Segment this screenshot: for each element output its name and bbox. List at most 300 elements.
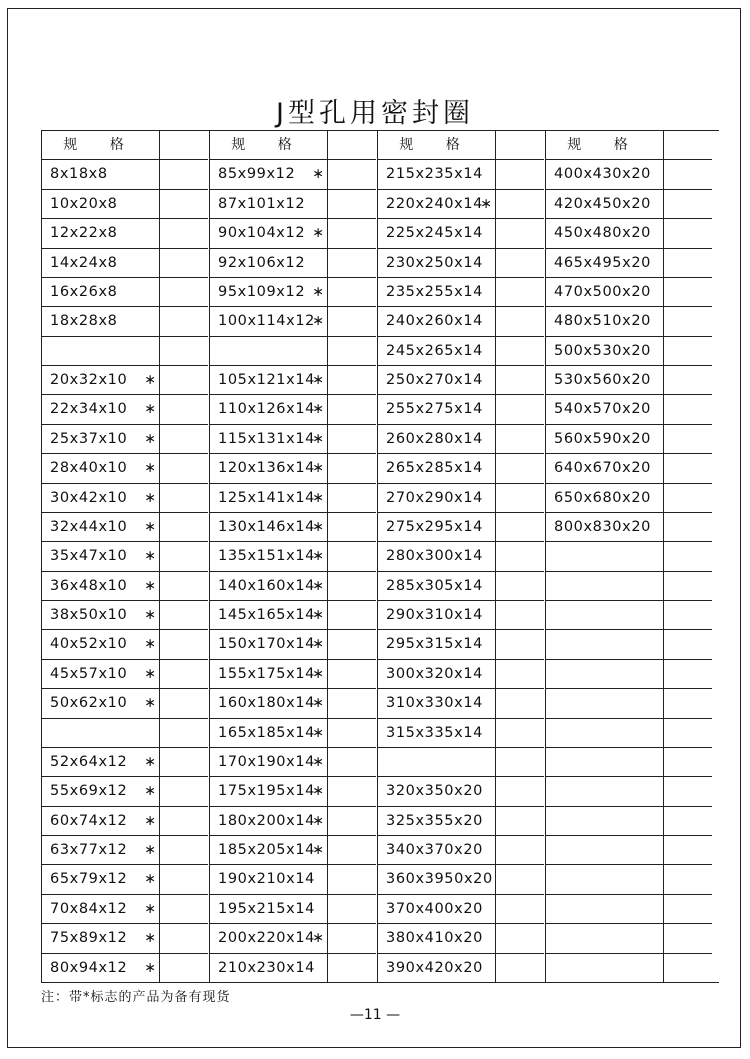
blank-cell	[496, 307, 544, 336]
spec-text: 400x430x20	[554, 166, 651, 183]
in-stock-star-icon: ∗	[144, 930, 156, 947]
blank-cell	[496, 572, 544, 601]
spec-text: 170x190x14	[218, 753, 315, 770]
in-stock-star-icon: ∗	[312, 665, 324, 682]
spec-cell	[42, 865, 159, 894]
blank-cell	[496, 748, 544, 777]
spec-text: 125x141x14	[218, 489, 315, 506]
spec-text: 38x50x10	[50, 607, 128, 624]
spec-text: 16x26x8	[50, 283, 118, 300]
blank-cell	[496, 131, 544, 160]
blank-cell	[160, 807, 208, 836]
spec-cell	[546, 190, 663, 219]
spec-text: 22x34x10	[50, 401, 128, 418]
in-stock-star-icon: ∗	[144, 871, 156, 888]
in-stock-star-icon: ∗	[144, 372, 156, 389]
in-stock-star-icon: ∗	[312, 724, 324, 741]
spec-cell	[378, 660, 495, 689]
in-stock-star-icon: ∗	[312, 930, 324, 947]
empty-cell	[546, 542, 663, 571]
page-number: —11 —	[349, 1007, 401, 1023]
spec-cell	[42, 660, 159, 689]
spec-cell	[42, 572, 159, 601]
spec-text: 340x370x20	[386, 842, 483, 859]
spec-cell	[210, 807, 327, 836]
spec-text: 75x89x12	[50, 930, 128, 947]
blank-column	[496, 131, 544, 983]
spec-text: 80x94x12	[50, 959, 128, 976]
spec-column-group	[545, 131, 712, 983]
blank-cell	[664, 572, 712, 601]
spec-text: 90x104x12	[218, 225, 306, 242]
blank-cell	[160, 337, 208, 366]
blank-cell	[496, 924, 544, 953]
blank-cell	[496, 484, 544, 513]
in-stock-star-icon: ∗	[144, 636, 156, 653]
spec-cell	[378, 454, 495, 483]
blank-cell	[496, 836, 544, 865]
blank-cell	[328, 954, 376, 983]
spec-text: 270x290x14	[386, 489, 483, 506]
blank-cell	[664, 513, 712, 542]
spec-cell	[378, 719, 495, 748]
spec-text: 190x210x14	[218, 871, 315, 888]
spec-cell	[210, 777, 327, 806]
blank-cell	[160, 219, 208, 248]
blank-cell	[328, 748, 376, 777]
blank-cell	[160, 131, 208, 160]
spec-cell	[42, 748, 159, 777]
in-stock-star-icon: ∗	[312, 607, 324, 624]
in-stock-star-icon: ∗	[144, 959, 156, 976]
blank-cell	[664, 160, 712, 189]
blank-cell	[328, 425, 376, 454]
spec-column	[377, 131, 496, 983]
blank-cell	[328, 513, 376, 542]
blank-cell	[328, 630, 376, 659]
spec-cell	[378, 395, 495, 424]
spec-text: 36x48x10	[50, 577, 128, 594]
blank-column	[664, 131, 712, 983]
spec-text: 650x680x20	[554, 489, 651, 506]
spec-text: 180x200x14	[218, 812, 315, 829]
empty-cell	[546, 660, 663, 689]
spec-text: 135x151x14	[218, 548, 315, 565]
in-stock-star-icon: ∗	[312, 695, 324, 712]
spec-cell	[546, 307, 663, 336]
spec-text: 290x310x14	[386, 607, 483, 624]
spec-text: 52x64x12	[50, 753, 128, 770]
empty-cell	[42, 719, 159, 748]
spec-cell	[210, 249, 327, 278]
spec-text: 63x77x12	[50, 842, 128, 859]
spec-cell	[546, 366, 663, 395]
spec-text: 10x20x8	[50, 195, 118, 212]
blank-cell	[160, 307, 208, 336]
empty-cell	[546, 924, 663, 953]
spec-text: 360x3950x20	[386, 871, 493, 888]
empty-cell	[546, 601, 663, 630]
blank-cell	[328, 924, 376, 953]
spec-text: 12x22x8	[50, 225, 118, 242]
spec-text: 55x69x12	[50, 783, 128, 800]
spec-text: 250x270x14	[386, 372, 483, 389]
spec-text: 92x106x12	[218, 254, 306, 271]
spec-cell	[378, 836, 495, 865]
blank-cell	[328, 366, 376, 395]
spec-text: 50x62x10	[50, 695, 128, 712]
column-header: 规 格	[42, 131, 159, 160]
page-title: J型孔用密封圈	[276, 98, 474, 129]
in-stock-star-icon: ∗	[312, 283, 324, 300]
blank-cell	[496, 630, 544, 659]
blank-cell	[496, 190, 544, 219]
spec-text: 120x136x14	[218, 460, 315, 477]
blank-cell	[328, 307, 376, 336]
spec-text: 200x220x14	[218, 930, 315, 947]
blank-cell	[664, 748, 712, 777]
blank-cell	[496, 395, 544, 424]
blank-cell	[328, 895, 376, 924]
spec-text: 380x410x20	[386, 930, 483, 947]
spec-text: 640x670x20	[554, 460, 651, 477]
blank-column	[160, 131, 208, 983]
spec-cell	[210, 865, 327, 894]
spec-text: 30x42x10	[50, 489, 128, 506]
blank-cell	[664, 395, 712, 424]
spec-text: 245x265x14	[386, 342, 483, 359]
blank-cell	[160, 454, 208, 483]
spec-cell	[378, 924, 495, 953]
blank-cell	[664, 278, 712, 307]
spec-cell	[210, 425, 327, 454]
spec-text: 87x101x12	[218, 195, 306, 212]
in-stock-star-icon: ∗	[312, 489, 324, 506]
blank-cell	[664, 895, 712, 924]
blank-cell	[496, 366, 544, 395]
blank-cell	[496, 719, 544, 748]
spec-text: 155x175x14	[218, 665, 315, 682]
blank-cell	[160, 954, 208, 983]
blank-column	[328, 131, 376, 983]
page-frame	[7, 8, 741, 1048]
blank-cell	[496, 542, 544, 571]
spec-text: 145x165x14	[218, 607, 315, 624]
spec-cell	[42, 366, 159, 395]
spec-cell	[42, 954, 159, 983]
blank-cell	[328, 689, 376, 718]
spec-cell	[210, 395, 327, 424]
spec-text: 235x255x14	[386, 283, 483, 300]
empty-cell	[210, 337, 327, 366]
blank-cell	[328, 572, 376, 601]
empty-cell	[546, 895, 663, 924]
column-header: 规 格	[210, 131, 327, 160]
spec-cell	[42, 924, 159, 953]
spec-cell	[378, 484, 495, 513]
spec-cell	[42, 190, 159, 219]
blank-cell	[160, 865, 208, 894]
in-stock-star-icon: ∗	[312, 372, 324, 389]
spec-cell	[378, 601, 495, 630]
spec-text: 14x24x8	[50, 254, 118, 271]
spec-cell	[546, 337, 663, 366]
blank-cell	[160, 748, 208, 777]
spec-text: 25x37x10	[50, 430, 128, 447]
in-stock-star-icon: ∗	[144, 665, 156, 682]
spec-cell	[42, 513, 159, 542]
in-stock-star-icon: ∗	[144, 518, 156, 535]
blank-cell	[664, 454, 712, 483]
in-stock-star-icon: ∗	[312, 812, 324, 829]
blank-cell	[160, 719, 208, 748]
spec-text: 175x195x14	[218, 783, 315, 800]
blank-cell	[328, 160, 376, 189]
in-stock-star-icon: ∗	[312, 518, 324, 535]
blank-cell	[328, 190, 376, 219]
spec-cell	[210, 190, 327, 219]
spec-text: 165x185x14	[218, 724, 315, 741]
spec-text: 420x450x20	[554, 195, 651, 212]
spec-text: 210x230x14	[218, 959, 315, 976]
spec-text: 220x240x14	[386, 195, 483, 212]
column-header: 规 格	[378, 131, 495, 160]
spec-cell	[378, 954, 495, 983]
spec-cell	[42, 630, 159, 659]
spec-cell	[42, 542, 159, 571]
in-stock-star-icon: ∗	[144, 607, 156, 624]
spec-cell	[546, 219, 663, 248]
spec-text: 540x570x20	[554, 401, 651, 418]
blank-cell	[328, 660, 376, 689]
blank-cell	[328, 131, 376, 160]
spec-text: 265x285x14	[386, 460, 483, 477]
spec-cell	[210, 924, 327, 953]
empty-cell	[546, 836, 663, 865]
spec-text: 370x400x20	[386, 900, 483, 917]
spec-cell	[546, 160, 663, 189]
spec-cell	[378, 337, 495, 366]
blank-cell	[328, 278, 376, 307]
blank-cell	[664, 865, 712, 894]
spec-text: 255x275x14	[386, 401, 483, 418]
spec-cell	[210, 689, 327, 718]
blank-cell	[328, 249, 376, 278]
blank-cell	[328, 484, 376, 513]
spec-cell	[210, 601, 327, 630]
spec-cell	[378, 895, 495, 924]
blank-cell	[664, 337, 712, 366]
blank-cell	[496, 660, 544, 689]
spec-cell	[42, 219, 159, 248]
blank-cell	[664, 190, 712, 219]
blank-cell	[160, 601, 208, 630]
blank-cell	[160, 660, 208, 689]
blank-cell	[328, 395, 376, 424]
spec-text: 160x180x14	[218, 695, 315, 712]
in-stock-star-icon: ∗	[144, 842, 156, 859]
empty-cell	[42, 337, 159, 366]
spec-text: 310x330x14	[386, 695, 483, 712]
spec-text: 8x18x8	[50, 166, 108, 183]
blank-cell	[664, 484, 712, 513]
spec-column	[209, 131, 328, 983]
blank-cell	[160, 777, 208, 806]
blank-cell	[160, 395, 208, 424]
blank-cell	[664, 719, 712, 748]
blank-cell	[496, 219, 544, 248]
in-stock-star-icon: ∗	[312, 783, 324, 800]
spec-text: 110x126x14	[218, 401, 315, 418]
spec-cell	[42, 807, 159, 836]
spec-text: 465x495x20	[554, 254, 651, 271]
empty-cell	[546, 572, 663, 601]
spec-text: 40x52x10	[50, 636, 128, 653]
spec-cell	[210, 219, 327, 248]
spec-cell	[378, 777, 495, 806]
blank-cell	[160, 689, 208, 718]
spec-cell	[210, 954, 327, 983]
spec-cell	[378, 572, 495, 601]
blank-cell	[328, 219, 376, 248]
blank-cell	[496, 777, 544, 806]
spec-text: 140x160x14	[218, 577, 315, 594]
spec-table	[41, 130, 719, 983]
spec-cell	[546, 249, 663, 278]
blank-cell	[496, 954, 544, 983]
spec-cell	[210, 542, 327, 571]
blank-cell	[328, 807, 376, 836]
spec-cell	[210, 836, 327, 865]
in-stock-star-icon: ∗	[144, 900, 156, 917]
spec-text: 800x830x20	[554, 518, 651, 535]
blank-cell	[160, 278, 208, 307]
spec-cell	[210, 895, 327, 924]
spec-cell	[378, 425, 495, 454]
spec-cell	[42, 777, 159, 806]
spec-text: 95x109x12	[218, 283, 306, 300]
in-stock-star-icon: ∗	[312, 313, 324, 330]
spec-column	[545, 131, 664, 983]
spec-text: 28x40x10	[50, 460, 128, 477]
blank-cell	[496, 278, 544, 307]
spec-cell	[378, 542, 495, 571]
spec-text: 450x480x20	[554, 225, 651, 242]
spec-text: 500x530x20	[554, 342, 651, 359]
spec-text: 295x315x14	[386, 636, 483, 653]
spec-text: 560x590x20	[554, 430, 651, 447]
spec-text: 130x146x14	[218, 518, 315, 535]
spec-cell	[378, 630, 495, 659]
blank-cell	[496, 454, 544, 483]
spec-cell	[42, 307, 159, 336]
blank-cell	[328, 777, 376, 806]
spec-cell	[378, 865, 495, 894]
blank-cell	[496, 865, 544, 894]
spec-text: 325x355x20	[386, 812, 483, 829]
in-stock-star-icon: ∗	[312, 430, 324, 447]
empty-cell	[546, 954, 663, 983]
blank-cell	[160, 249, 208, 278]
in-stock-star-icon: ∗	[144, 460, 156, 477]
empty-cell	[546, 777, 663, 806]
blank-cell	[664, 807, 712, 836]
spec-column-group	[41, 131, 208, 983]
spec-cell	[210, 630, 327, 659]
spec-cell	[210, 454, 327, 483]
spec-cell	[546, 425, 663, 454]
spec-cell	[378, 689, 495, 718]
blank-cell	[328, 337, 376, 366]
spec-text: 390x420x20	[386, 959, 483, 976]
spec-text: 150x170x14	[218, 636, 315, 653]
spec-text: 100x114x12	[218, 313, 315, 330]
spec-text: 480x510x20	[554, 313, 651, 330]
spec-cell	[42, 895, 159, 924]
spec-text: 20x32x10	[50, 372, 128, 389]
spec-cell	[210, 513, 327, 542]
blank-cell	[664, 601, 712, 630]
spec-cell	[546, 278, 663, 307]
blank-cell	[664, 924, 712, 953]
blank-cell	[328, 542, 376, 571]
blank-cell	[160, 542, 208, 571]
spec-cell	[378, 366, 495, 395]
spec-column-group	[209, 131, 376, 983]
blank-cell	[664, 954, 712, 983]
empty-cell	[546, 689, 663, 718]
spec-text: 280x300x14	[386, 548, 483, 565]
spec-text: 85x99x12	[218, 166, 296, 183]
spec-text: 105x121x14	[218, 372, 315, 389]
in-stock-star-icon: ∗	[144, 548, 156, 565]
in-stock-star-icon: ∗	[312, 636, 324, 653]
blank-cell	[664, 689, 712, 718]
blank-cell	[160, 572, 208, 601]
blank-cell	[328, 719, 376, 748]
spec-column-group	[377, 131, 544, 983]
in-stock-star-icon: ∗	[144, 489, 156, 506]
blank-cell	[496, 689, 544, 718]
blank-cell	[160, 924, 208, 953]
blank-cell	[664, 660, 712, 689]
in-stock-star-icon: ∗	[144, 401, 156, 418]
blank-cell	[160, 425, 208, 454]
spec-cell	[42, 601, 159, 630]
in-stock-star-icon: ∗	[312, 225, 324, 242]
in-stock-star-icon: ∗	[312, 548, 324, 565]
blank-cell	[664, 249, 712, 278]
blank-cell	[328, 865, 376, 894]
blank-cell	[664, 542, 712, 571]
spec-text: 70x84x12	[50, 900, 128, 917]
blank-cell	[496, 601, 544, 630]
footnote: 注：带*标志的产品为备有现货	[41, 990, 231, 1005]
spec-text: 18x28x8	[50, 313, 118, 330]
blank-cell	[328, 836, 376, 865]
spec-cell	[42, 454, 159, 483]
spec-text: 45x57x10	[50, 665, 128, 682]
empty-cell	[546, 630, 663, 659]
in-stock-star-icon: ∗	[312, 166, 324, 183]
spec-column	[41, 131, 160, 983]
spec-cell	[378, 278, 495, 307]
in-stock-star-icon: ∗	[480, 195, 492, 212]
spec-cell	[42, 395, 159, 424]
in-stock-star-icon: ∗	[312, 401, 324, 418]
empty-cell	[546, 865, 663, 894]
spec-text: 260x280x14	[386, 430, 483, 447]
